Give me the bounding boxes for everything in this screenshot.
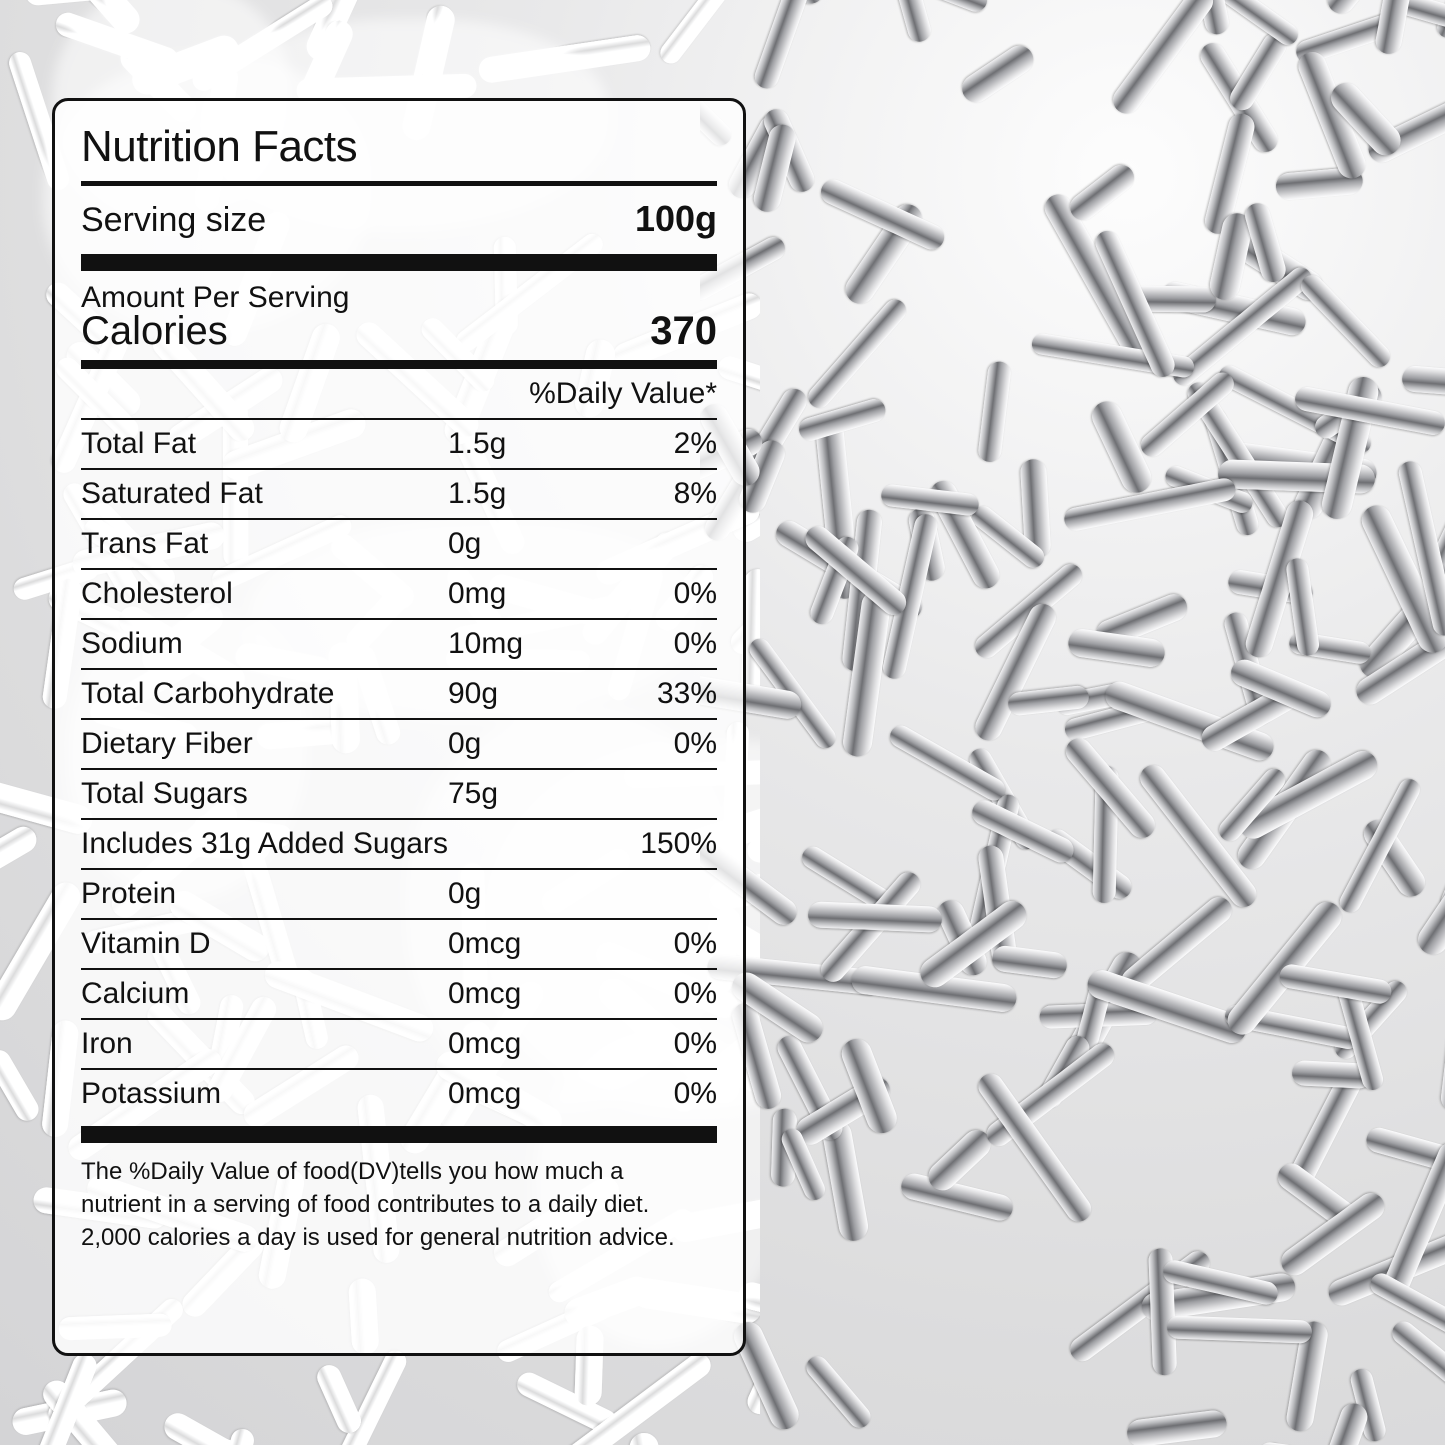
nutrient-name: Total Carbohydrate <box>81 669 448 719</box>
nutrient-row <box>81 819 717 869</box>
nutrient-row <box>81 519 717 569</box>
nutrient-row <box>81 769 717 819</box>
nutrient-name: Includes 31g Added Sugars <box>81 819 448 869</box>
sprinkle-decor <box>1439 941 1445 1113</box>
nutrient-row <box>81 569 717 619</box>
sprinkle-decor <box>159 1409 241 1445</box>
nutrient-daily-value: 2% <box>673 426 717 460</box>
nutrient-daily-value <box>592 869 717 919</box>
nutrient-daily-value: 0% <box>592 1019 717 1069</box>
divider-thick-top <box>81 254 717 271</box>
nutrient-name: Iron <box>81 1019 448 1069</box>
nutrient-amount: 90g <box>448 669 592 719</box>
sprinkle-decor <box>1297 270 1395 371</box>
nutrient-amount: 1.5g <box>448 469 592 519</box>
nutrient-row <box>81 669 717 719</box>
sprinkle-decor <box>1065 160 1139 226</box>
divider-under-calories <box>81 360 717 369</box>
nutrient-daily-value: 0% <box>592 969 717 1019</box>
sprinkle-decor <box>957 40 1039 108</box>
sprinkle-decor <box>802 1352 875 1432</box>
amount-per-serving-label: Amount Per Serving <box>81 280 350 314</box>
sprinkle-decor <box>990 944 1068 979</box>
footnote-line: The %Daily Value of food(DV)tells you how much a <box>81 1157 624 1185</box>
nutrient-name: Protein <box>81 869 448 919</box>
nutrient-amount: 0mcg <box>448 1069 592 1118</box>
sprinkle-decor <box>313 1362 364 1438</box>
daily-value-header: %Daily Value* <box>529 376 717 410</box>
sprinkle-decor <box>1438 764 1445 916</box>
calories-row <box>81 309 717 360</box>
nutrient-name: Total Sugars <box>81 769 448 819</box>
nutrient-daily-value: 150% <box>592 819 717 869</box>
nutrient-daily-value: 0% <box>592 569 717 619</box>
nutrient-daily-value <box>592 769 717 819</box>
footnote <box>81 1143 717 1254</box>
nutrient-row <box>81 1019 717 1069</box>
serving-size-label: Serving size <box>81 200 267 239</box>
sprinkle-decor <box>0 1046 43 1125</box>
nutrient-amount: 0g <box>448 719 592 769</box>
nutrient-name: Trans Fat <box>81 519 448 569</box>
nutrient-name: Dietary Fiber <box>81 719 448 769</box>
nutrient-amount: 0mg <box>448 569 592 619</box>
nutrition-facts-title: Nutrition Facts <box>81 122 358 171</box>
nutrient-row <box>81 919 717 969</box>
nutrition-facts-panel <box>52 98 746 1356</box>
sprinkle-decor <box>1063 476 1238 532</box>
sprinkle-decor <box>507 0 581 4</box>
nutrient-name: Sodium <box>81 619 448 669</box>
sprinkle-decor <box>808 901 943 932</box>
nutrient-amount: 0mcg <box>448 1019 592 1069</box>
nutrient-row <box>81 1069 717 1118</box>
nutrient-amount: 1.5g <box>447 426 507 460</box>
nutrient-amount: 0mcg <box>448 969 592 1019</box>
nutrient-amount: 10mg <box>448 619 592 669</box>
background-photo-right-sprinkles <box>700 0 1445 1445</box>
nutrient-row <box>81 969 717 1019</box>
sprinkle-decor <box>1401 365 1445 399</box>
nutrient-daily-value: 0% <box>592 1069 717 1118</box>
sprinkle-decor <box>1135 760 1261 912</box>
footnote-line: 2,000 calories a day is used for general nutrition advice. <box>81 1223 675 1251</box>
serving-size-value: 100g <box>634 197 717 239</box>
sprinkle-decor <box>977 360 1012 463</box>
nutrient-daily-value: 0% <box>592 619 717 669</box>
calories-label: Calories <box>81 308 228 353</box>
nutrient-amount <box>448 819 592 869</box>
sprinkle-decor <box>1126 1409 1228 1445</box>
sprinkle-decor <box>752 0 833 92</box>
nutrient-row <box>81 469 717 519</box>
sprinkle-decor <box>1309 1400 1371 1445</box>
serving-size-row <box>81 186 717 254</box>
nutrient-amount: 0mcg <box>448 919 592 969</box>
nutrient-row <box>81 420 717 469</box>
sprinkle-decor <box>1387 1317 1445 1429</box>
nutrient-row <box>81 869 717 919</box>
nutrient-name: Vitamin D <box>81 919 448 969</box>
nutrient-row <box>81 619 717 669</box>
nutrient-daily-value: 8% <box>592 469 717 519</box>
calories-value: 370 <box>650 308 717 353</box>
nutrient-name: Cholesterol <box>81 569 448 619</box>
nutrient-daily-value: 33% <box>592 669 717 719</box>
nutrient-row <box>81 719 717 769</box>
sprinkle-decor <box>627 1431 671 1445</box>
nutrient-amount: 0g <box>448 869 592 919</box>
sprinkle-decor <box>885 0 934 45</box>
nutrient-name: Potassium <box>81 1069 448 1118</box>
sprinkle-decor <box>1167 1315 1313 1343</box>
sprinkle-decor <box>804 295 910 412</box>
nutrient-amount: 75g <box>448 769 592 819</box>
nutrient-daily-value <box>592 519 717 569</box>
nutrient-daily-value: 0% <box>592 719 717 769</box>
nutrient-name: Calcium <box>81 969 448 1019</box>
sprinkle-decor <box>1278 962 1393 1005</box>
nutrient-name: Saturated Fat <box>81 469 448 519</box>
sprinkle-decor <box>0 822 41 892</box>
footnote-line: nutrient in a serving of food contributes to a daily diet. <box>81 1190 650 1218</box>
nutrient-name: Total Fat <box>81 426 197 460</box>
divider-above-footnote <box>81 1118 717 1143</box>
nutrients-table <box>81 420 717 1118</box>
nutrient-amount: 0g <box>448 519 592 569</box>
sprinkle-decor <box>1066 627 1166 669</box>
nutrient-daily-value: 0% <box>592 919 717 969</box>
